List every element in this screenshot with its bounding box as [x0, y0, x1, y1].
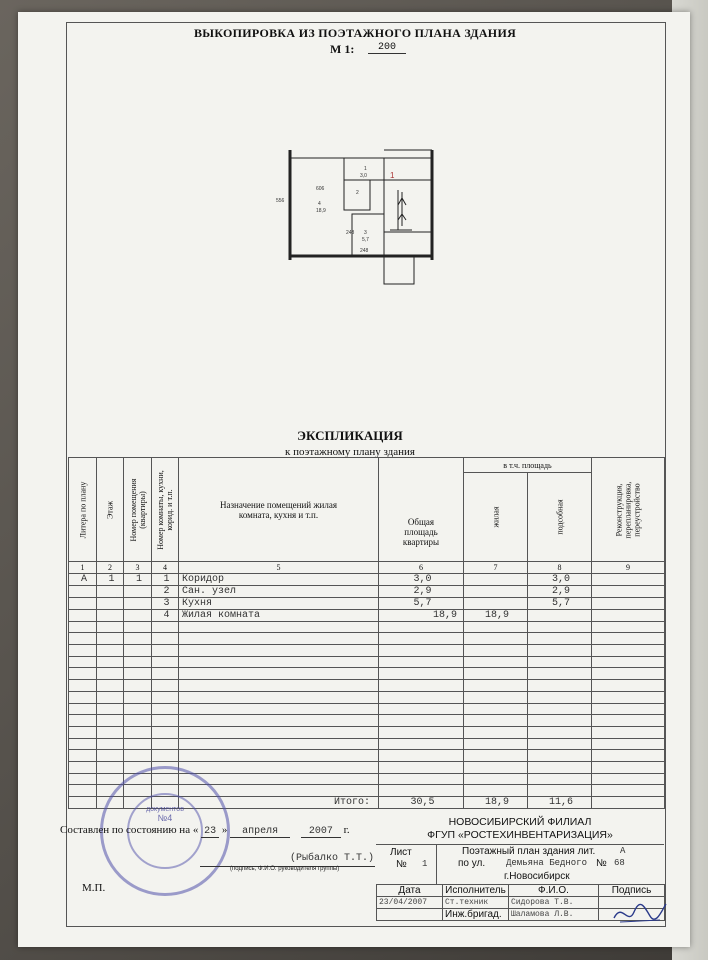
- column-number: 9: [592, 562, 665, 574]
- column-number: 8: [528, 562, 592, 574]
- scale-value: 200: [368, 42, 406, 54]
- scale-label: М 1:: [330, 42, 355, 56]
- header-area-group: в т.ч. площадь: [464, 458, 592, 473]
- column-number: 1: [69, 562, 97, 574]
- empty-row: [69, 715, 665, 727]
- header-litera: Литера по плану: [69, 458, 97, 562]
- header-purpose: Назначение помещений жилая комната, кухня и т.п.: [179, 458, 379, 562]
- column-number: 6: [379, 562, 464, 574]
- total-living: 18,9: [464, 797, 528, 809]
- seal-center: документов №4: [127, 793, 203, 869]
- empty-row: [69, 633, 665, 645]
- empty-row: [69, 645, 665, 657]
- plan-label: 248: [360, 248, 369, 254]
- header-aux: подсобная: [528, 473, 592, 562]
- empty-row: [69, 680, 665, 692]
- empty-row: [69, 738, 665, 750]
- plan-label: 606: [316, 186, 325, 192]
- column-number: 2: [97, 562, 124, 574]
- empty-row: [69, 668, 665, 680]
- plan-label: 3,0: [360, 173, 367, 179]
- total-label: Итого:: [179, 797, 379, 809]
- header-living: жилая: [464, 473, 528, 562]
- header-reconstruction: Реконструкция, перепланировка, переустройство: [592, 458, 665, 562]
- table-header-row: [69, 458, 665, 473]
- column-numbers-row: [69, 562, 665, 574]
- plan-marker: 1: [390, 171, 395, 180]
- total-area: 30,5: [379, 797, 464, 809]
- header-floor: Этаж: [97, 458, 124, 562]
- seal-place-label: М.П.: [82, 882, 106, 894]
- header-room: Номер комнаты, кухни, корид. и т.п.: [152, 458, 179, 562]
- compiled-year: 2007: [301, 826, 341, 838]
- plan-label: 1: [364, 166, 367, 172]
- compiled-line: Составлен по состоянию на « 23 » апреля 2007 г.: [60, 824, 350, 837]
- sheet-number-cell: Лист № 1: [376, 844, 437, 885]
- column-number: 4: [152, 562, 179, 574]
- header-apartment: Номер помещения (квартиры): [124, 458, 152, 562]
- empty-row: [69, 703, 665, 715]
- compiled-day: 23: [201, 826, 219, 838]
- column-number: 3: [124, 562, 152, 574]
- empty-row: [69, 621, 665, 633]
- group-head-name: (Рыбалко Т.Т.): [290, 853, 375, 864]
- plan-label: 5,7: [362, 237, 369, 243]
- organization: НОВОСИБИРСКИЙ ФИЛИАЛ ФГУП «РОСТЕХИНВЕНТАРИЗАЦИЯ»: [376, 816, 664, 845]
- plan-label: 2: [356, 190, 359, 196]
- document-title: ВЫКОПИРОВКА ИЗ ПОЭТАЖНОГО ПЛАНА ЗДАНИЯ: [193, 26, 517, 40]
- compiled-label: Составлен по состоянию на: [60, 824, 191, 836]
- compiled-year-suffix: г.: [343, 824, 350, 836]
- plan-label: 243: [346, 230, 355, 236]
- empty-row: [69, 750, 665, 762]
- table-row: 4 Жилая комната 18,9 18,9: [69, 609, 665, 621]
- plan-label: 4: [318, 201, 321, 207]
- floor-plan: [272, 130, 457, 292]
- column-number: 7: [464, 562, 528, 574]
- empty-row: [69, 691, 665, 703]
- total-aux: 11,6: [528, 797, 592, 809]
- table-row: 2 Сан. узел 2,9 2,9: [69, 585, 665, 597]
- empty-row: [69, 726, 665, 738]
- column-number: 5: [179, 562, 379, 574]
- explication-table: [68, 457, 665, 809]
- table-row: 23/04/2007 Ст.техник Сидорова Т.В.: [377, 897, 665, 909]
- plan-label: 18,9: [316, 208, 326, 214]
- plan-label: 556: [276, 198, 285, 204]
- plan-description: Поэтажный план здания лит. А по ул. Демьяна Бедного № 68 г.Новосибирск: [436, 844, 664, 885]
- table-row: А 1 1 1 Коридор 3,0 3,0: [69, 573, 665, 585]
- handwritten-signature: [610, 896, 668, 928]
- signature-caption: (подпись, Ф.И.О. руководителя группы): [230, 866, 340, 872]
- compiled-month: апреля: [230, 826, 290, 838]
- executors-table: Дата Исполнитель Ф.И.О. Подпись 23/04/2007 Ст.техник Сидорова Т.В. Инж.бригад. Шаламова Л.В.: [376, 884, 665, 921]
- explication-subtitle: к поэтажному плану здания: [284, 446, 415, 458]
- header-total: Общая площадь квартиры: [379, 458, 464, 562]
- explication-title: ЭКСПЛИКАЦИЯ: [297, 428, 403, 443]
- plan-label: 3: [364, 230, 367, 236]
- empty-row: [69, 656, 665, 668]
- table-row: 3 Кухня 5,7 5,7: [69, 597, 665, 609]
- table-row: Инж.бригад. Шаламова Л.В.: [377, 909, 665, 921]
